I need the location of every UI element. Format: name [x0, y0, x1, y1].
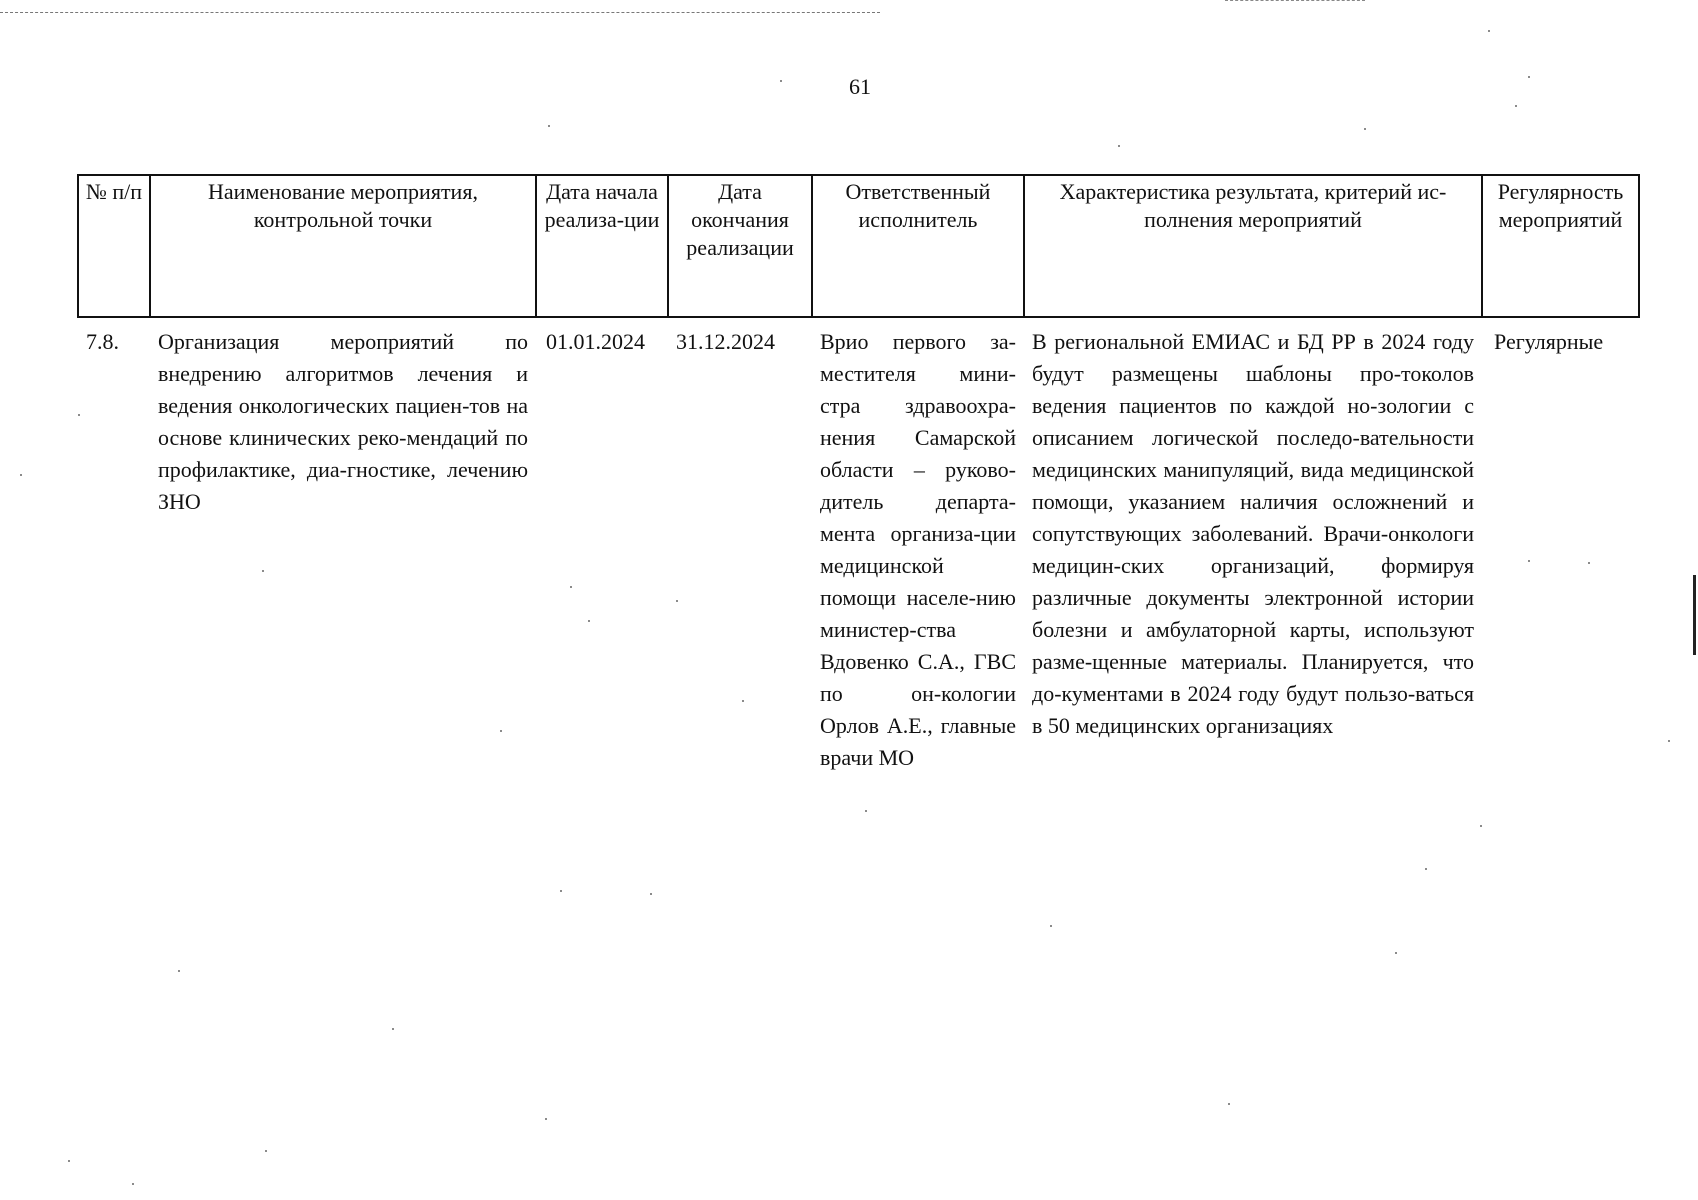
scan-speck — [545, 1118, 547, 1120]
top-edge-rule — [0, 12, 880, 13]
scan-speck — [570, 586, 572, 588]
header-start-date: Дата начала реализа-ции — [536, 175, 668, 317]
row-start-date: 01.01.2024 — [546, 329, 645, 354]
scan-speck — [1668, 740, 1670, 742]
scan-speck — [1118, 145, 1120, 147]
row-regularity: Регулярные — [1494, 329, 1604, 354]
scan-speck — [1528, 560, 1530, 562]
header-name: Наименование мероприятия, контрольной точки — [150, 175, 536, 317]
page-number: 61 — [849, 74, 871, 99]
scan-speck — [548, 125, 550, 127]
scan-speck — [650, 893, 652, 895]
scan-speck — [1515, 105, 1517, 107]
activities-table — [77, 174, 1640, 774]
table-row — [78, 317, 1639, 774]
table-header-row — [78, 175, 1639, 317]
scan-edge-mark — [1693, 575, 1696, 655]
scan-speck — [20, 474, 22, 476]
scan-speck — [132, 1183, 134, 1185]
row-end-date: 31.12.2024 — [676, 329, 775, 354]
scan-speck — [742, 700, 744, 702]
scan-speck — [560, 890, 562, 892]
scan-speck — [265, 1150, 267, 1152]
scan-speck — [1488, 30, 1490, 32]
header-regularity: Регулярность мероприятий — [1482, 175, 1639, 317]
scan-speck — [178, 970, 180, 972]
top-edge-rule-short — [1225, 0, 1365, 1]
scan-speck — [865, 810, 867, 812]
header-num: № п/п — [78, 175, 150, 317]
scan-speck — [78, 414, 80, 416]
scan-speck — [780, 80, 782, 82]
row-name: Организация мероприятий по внедрению алгоритмов лечения и ведения онкологических пациен-тов на основе клинических реко-мендаций по профилактике, диа-гностике, лечению ЗНО — [158, 329, 528, 514]
scan-speck — [1228, 1103, 1230, 1105]
scan-speck — [1588, 562, 1590, 564]
scan-speck — [1480, 825, 1482, 827]
row-responsible: Врио первого за-местителя мини-стра здравоохра-нения Самарской области – руково-дитель департа-мента организа-ции медицинской помощи населе-нию министер-ства Вдовенко С.А., ГВС по он-кологии Орлов А.Е., главные врачи МО — [820, 329, 1016, 770]
scan-speck — [392, 1028, 394, 1030]
header-responsible: Ответственный исполнитель — [812, 175, 1024, 317]
header-result: Характеристика результата, критерий ис-полнения мероприятий — [1024, 175, 1482, 317]
scan-speck — [1364, 128, 1366, 130]
scan-speck — [676, 600, 678, 602]
scan-speck — [1395, 952, 1397, 954]
scan-speck — [588, 620, 590, 622]
scan-speck — [262, 570, 264, 572]
header-end-date: Дата окончания реализации — [668, 175, 812, 317]
scan-speck — [68, 1160, 70, 1162]
scan-speck — [1425, 868, 1427, 870]
scan-speck — [1528, 76, 1530, 78]
scan-speck — [500, 730, 502, 732]
scan-speck — [1050, 925, 1052, 927]
row-result: В региональной ЕМИАС и БД РР в 2024 году будут размещены шаблоны про-токолов ведения пациентов по каждой но-зологии с описанием логической последо-вательности медицинских манипуляций, вида медицинской помощи, указанием наличия осложнений и сопутствующих заболеваний. Врачи-онкологи медицин-ских организаций, формируя различные документы электронной истории болезни и амбулаторной карты, используют разме-щенные материалы. Планируется, что до-кументами в 2024 году будут пользо-ваться в 50 медицинских организациях — [1032, 329, 1474, 738]
row-num: 7.8. — [86, 329, 119, 354]
